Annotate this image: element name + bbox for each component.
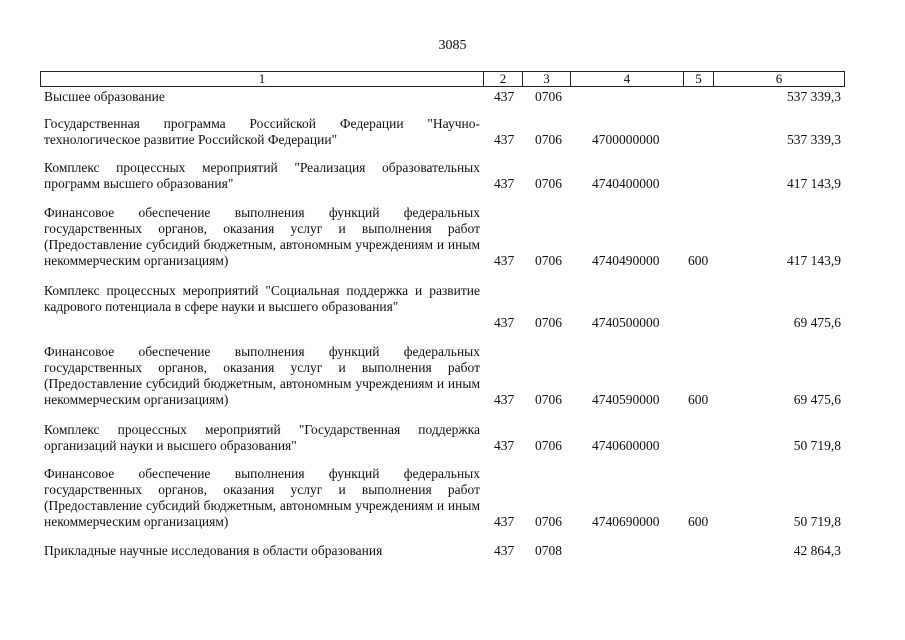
row-c2: 437 (494, 176, 515, 191)
header-col-5: 5 (684, 72, 714, 86)
header-col-1: 1 (41, 72, 484, 86)
row-c3: 0706 (535, 176, 562, 191)
row-c3: 0706 (535, 438, 562, 453)
row-name: Высшее образование (44, 89, 165, 104)
row-c4: 4740400000 (592, 176, 660, 191)
row-c4: 4700000000 (592, 132, 660, 147)
row-c4: 4740600000 (592, 438, 660, 453)
row-c6: 50 719,8 (793, 438, 841, 453)
row-c6: 417 143,9 (787, 176, 841, 191)
row-c3: 0706 (535, 392, 562, 407)
row-c3: 0706 (535, 253, 562, 268)
header-col-2: 2 (484, 72, 523, 86)
row-c6: 42 864,3 (793, 543, 841, 558)
row-name: Комплекс процессных мероприятий "Социальная поддержка и развитие кадрового потенциала в сфере науки и высшего образования" (44, 283, 480, 314)
header-col-3: 3 (523, 72, 571, 86)
row-name: Финансовое обеспечение выполнения функций федеральных государственных органов, оказания услуг и выполнения работ (Предоставление субсидий бюджетным, автономным учреждениям и иным некоммерческим организациям) (44, 205, 480, 268)
row-c2: 437 (494, 392, 515, 407)
row-c5: 600 (688, 392, 709, 407)
row-c2: 437 (494, 514, 515, 529)
row-name: Комплекс процессных мероприятий "Реализация образовательных программ высшего образования" (44, 160, 480, 191)
row-c2: 437 (494, 315, 515, 330)
row-c5: 600 (688, 253, 709, 268)
row-name: Прикладные научные исследования в области образования (44, 543, 383, 558)
row-c3: 0706 (535, 315, 562, 330)
row-c6: 537 339,3 (787, 89, 841, 104)
row-name: Государственная программа Российской Федерации "Научно-технологическое развитие Российской Федерации" (44, 116, 480, 147)
row-c6: 69 475,6 (793, 315, 841, 330)
header-col-6: 6 (775, 71, 783, 86)
row-name: Комплекс процессных мероприятий "Государственная поддержка организаций науки и высшего образования" (44, 422, 480, 453)
row-c3: 0706 (535, 89, 562, 104)
row-c2: 437 (494, 253, 515, 268)
row-name: Финансовое обеспечение выполнения функций федеральных государственных органов, оказания услуг и выполнения работ (Предоставление субсидий бюджетным, автономным учреждениям и иным некоммерческим организациям) (44, 466, 480, 529)
row-c4: 4740590000 (592, 392, 660, 407)
header-col-4: 4 (571, 72, 684, 86)
row-c2: 437 (494, 438, 515, 453)
row-c4: 4740490000 (592, 253, 660, 268)
row-c3: 0706 (535, 132, 562, 147)
row-c6: 417 143,9 (787, 253, 841, 268)
row-c3: 0706 (535, 514, 562, 529)
row-c2: 437 (494, 132, 515, 147)
row-c6: 537 339,3 (787, 132, 841, 147)
row-c6: 69 475,6 (793, 392, 841, 407)
row-c6: 50 719,8 (793, 514, 841, 529)
row-c5: 600 (688, 514, 709, 529)
row-c3: 0708 (535, 543, 562, 558)
row-c2: 437 (494, 543, 515, 558)
row-c4: 4740690000 (592, 514, 660, 529)
row-c2: 437 (494, 89, 515, 104)
table-header (40, 71, 845, 87)
row-name: Финансовое обеспечение выполнения функций федеральных государственных органов, оказания услуг и выполнения работ (Предоставление субсидий бюджетным, автономным учреждениям и иным некоммерческим организациям) (44, 344, 480, 407)
row-c4: 4740500000 (592, 315, 660, 330)
page-number: 3085 (438, 38, 467, 53)
